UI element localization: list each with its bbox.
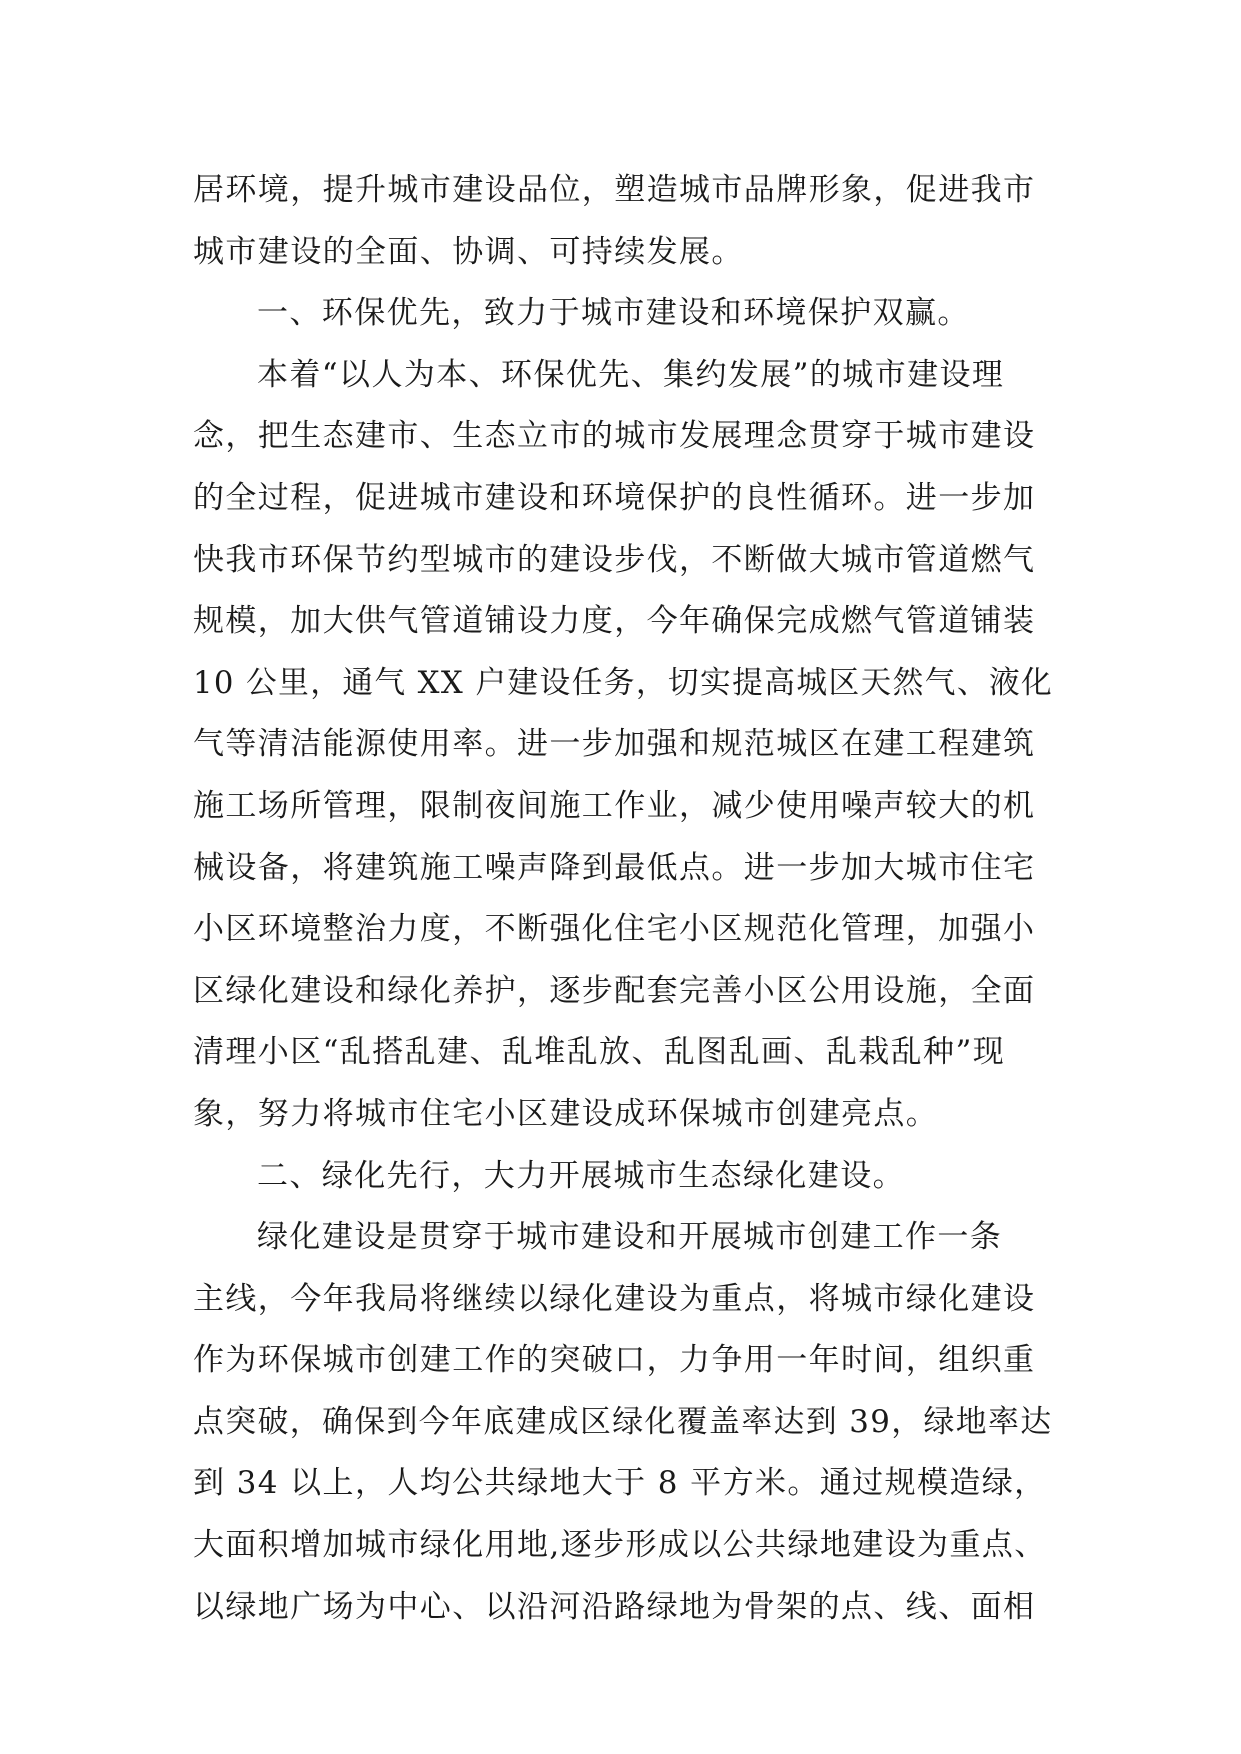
text-line: 10 公里，通气 XX 户建设任务，切实提高城区天然气、液化 [193, 664, 1054, 701]
text-line: 大面积增加城市绿化用地,逐步形成以公共绿地建设为重点、 [193, 1527, 1047, 1564]
text-line: 区绿化建设和绿化养护，逐步配套完善小区公用设施，全面 [193, 972, 1036, 1009]
text-line: 清理小区“乱搭乱建、乱堆乱放、乱图乱画、乱栽乱种”现 [193, 1034, 1006, 1071]
text-line: 作为环保城市创建工作的突破口，力争用一年时间，组织重 [193, 1342, 1036, 1379]
text-line: 二、绿化先行，大力开展城市生态绿化建设。 [257, 1157, 905, 1194]
text-line: 小区环境整治力度，不断强化住宅小区规范化管理，加强小 [193, 911, 1036, 948]
text-line: 居环境，提升城市建设品位，塑造城市品牌形象，促进我市 [193, 172, 1036, 208]
text-line: 的全过程，促进城市建设和环境保护的良性循环。进一步加 [193, 479, 1036, 516]
text-line: 施工场所管理，限制夜间施工作业，减少使用噪声较大的机 [193, 787, 1036, 824]
text-line: 到 34 以上，人均公共绿地大于 8 平方米。通过规模造绿， [193, 1465, 1047, 1502]
text-line: 规模，加大供气管道铺设力度，今年确保完成燃气管道铺装 [193, 603, 1036, 640]
text-line: 绿化建设是贯穿于城市建设和开展城市创建工作一条 [257, 1219, 1003, 1256]
text-line: 主线，今年我局将继续以绿化建设为重点，将城市绿化建设 [193, 1280, 1036, 1317]
text-line: 点突破，确保到今年底建成区绿化覆盖率达到 39，绿地率达 [193, 1403, 1053, 1440]
text-line: 以绿地广场为中心、以沿河沿路绿地为骨架的点、线、面相 [193, 1588, 1036, 1625]
text-line: 械设备，将建筑施工噪声降到最低点。进一步加大城市住宅 [193, 849, 1036, 886]
text-line: 城市建设的全面、协调、可持续发展。 [193, 233, 744, 270]
text-line: 本着“以人为本、环保优先、集约发展”的城市建设理 [257, 356, 1005, 393]
text-line: 一、环保优先，致力于城市建设和环境保护双赢。 [257, 295, 970, 332]
text-line: 象，努力将城市住宅小区建设成环保城市创建亮点。 [193, 1095, 939, 1132]
text-line: 气等清洁能源使用率。进一步加强和规范城区在建工程建筑 [193, 726, 1036, 763]
text-line: 快我市环保节约型城市的建设步伐，不断做大城市管道燃气 [193, 541, 1036, 578]
text-line: 念，把生态建市、生态立市的城市发展理念贯穿于城市建设 [193, 418, 1036, 455]
document-body [193, 160, 1053, 1638]
